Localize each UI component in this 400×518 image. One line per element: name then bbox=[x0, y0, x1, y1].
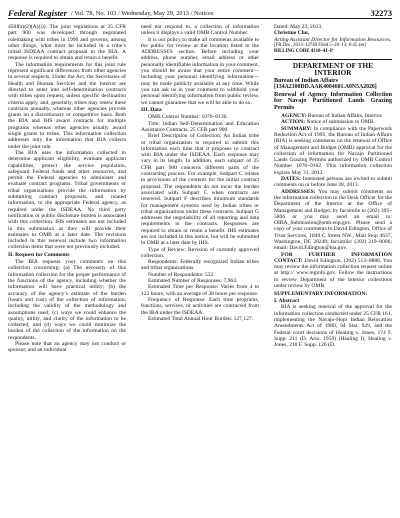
volume-info: / Vol. 78, No. 103 / Wednesday, May 29, 2013 / Notices bbox=[70, 10, 214, 17]
signature-line: BILLING CODE 4310–4J–P bbox=[274, 49, 333, 55]
paragraph: Title: Indian Self-Determination and Education Assistance Contracts, 25 CFR part 900. bbox=[141, 120, 259, 133]
paragraph-text: In compliance with the Paperwork Reduction Act of 1995, the Bureau of Indian Affairs (BIA) is seeking comments on the renewal of Office of Management and Budget (OMB) approval for the collection of information for Navajo Partitioned Lands Grazing Permits authorized by OMB Control Number 1076–0162. This information collection expires May 31, 2013. bbox=[274, 125, 392, 176]
paragraph-label: ACTION: bbox=[281, 119, 306, 126]
notice-paragraph bbox=[274, 126, 392, 176]
paragraph-text: Notice of submission to OMB. bbox=[305, 119, 375, 126]
notice-paragraph bbox=[274, 189, 392, 252]
paragraph-label: I. Abstract bbox=[274, 298, 300, 305]
notice-paragraph bbox=[274, 252, 392, 290]
paragraph-text: Interested persons are invited to submit comments on or before June 28, 2013. bbox=[274, 176, 392, 189]
department-heading: DEPARTMENT OF THE INTERIOR bbox=[274, 59, 392, 76]
paragraph-label: FOR FURTHER INFORMATION CONTACT: bbox=[274, 251, 392, 264]
paragraph-label: SUMMARY: bbox=[281, 125, 312, 132]
column-1 bbox=[8, 24, 126, 514]
signature-block bbox=[274, 24, 392, 55]
paragraph-text: Bureau of Indian Affairs, Interior. bbox=[306, 113, 383, 120]
paragraph: The BIA requests your comments on this collection concerning: (a) The necessity of this information collection for the proper performance of the functions of the agency, including whether the information will have practical utility; (b) the accuracy of the agency’s estimate of the burden (hours and cost) of the collection of information, including the validity of the methodology and assumptions used; (c) ways we could enhance the quality, utility, and clarity of the information to be collected; and (d) ways we could minimize the burden of the collection of the information on the respondents. bbox=[8, 259, 126, 341]
notice-paragraph bbox=[274, 176, 392, 189]
paragraph: Estimated Time per Response: Varies from 4 to 122 hours, with an average of 38 hours per response. bbox=[141, 284, 259, 297]
paragraph: Type of Review: Revision of currently approved collection. bbox=[141, 246, 259, 259]
paragraph: need not respond to, a collection of information unless it displays a valid OMB Control Number. bbox=[141, 24, 259, 37]
paragraph: Estimated Total Annual Hour Burden: 127,127. bbox=[148, 315, 254, 322]
paragraph: Brief Description of Collection: An Indian tribe or tribal organization is required to submit this information each time that it proposes to contract with BIA under the ISDEAA. Each response may vary in its length. In addition, each subpart of 25 CFR part 900 concerns different parts of the contracting process. For example, Subpart C relates to provisions of the contents for the initial contract proposal. The respondents do not incur the burden associated with Subpart C when contracts are renewed. Subpart F describes minimum standards for management systems used by Indian tribes or tribal organizations under these contracts. Subpart G addresses the negotiability of all reporting and data requirements in the contracts. Responses are required to obtain or retain a benefit. IHS estimates are not included in this notice, but will be submitted to OMB at a later date by IHS. bbox=[141, 133, 259, 247]
paragraph-text: BIA is seeking renewal of the approval for the information collection conducted under 25 CFR 161, implementing the Navajo-Hopi Indian Relocation Amendments Act of 1980, 94 Stat. 929, and the Federal court decisions of Healing v. Jones, 174 F. Supp. 211 (D. Ariz. 1959) (Healing I), Healing v. Jones, 210 F. Supp. 126 (D. bbox=[274, 304, 392, 349]
paragraph: The BIA uses the information collected to determine applicant eligibility, evaluate applicant capabilities, protect the service population, safeguard Federal funds and other resources, and permit the Federal agencies to administer and evaluate contract programs. Tribal governments or tribal organizations provide the information by submitting contract proposals, and related information, to the appropriate Federal agency, as required under the ISDEAA. No third party notification or public disclosure burden is associated with this collection. IHS estimates are not included in this submission as they will provide their estimates to OMB at a later date. The revisions included in this renewal include two information collection items that were not previously included. bbox=[8, 149, 126, 251]
paragraph-label: DATES: bbox=[281, 176, 301, 183]
publication-title: Federal Register bbox=[8, 8, 67, 18]
paragraph: Please note that an agency may not conduct or sponsor, and an individual bbox=[8, 341, 126, 354]
agency-heading: Bureau of Indian Affairs bbox=[274, 78, 339, 85]
paragraph: Respondents: Federally recognized Indian tribes and tribal organizations. bbox=[141, 259, 259, 272]
paragraph: OMB Control Number: 1076–0136. bbox=[148, 114, 228, 121]
paragraph-text: David Edington, (202) 513–0886. You may review the information collection request online at http:// www.reginfo.gov. Follow the instructions to review Department of the Interior collections under review by OMB. bbox=[274, 257, 392, 290]
paragraph: Frequency of Response: Each time programs, functions, services, or activities are contracted from the IBA under the ISDEAA. bbox=[141, 296, 259, 316]
paragraph-label: ADDRESSES: bbox=[281, 188, 316, 195]
page-header bbox=[8, 6, 392, 19]
notice-paragraph bbox=[274, 291, 392, 297]
paragraph-label: AGENCY: bbox=[281, 113, 307, 120]
signature-line: [FR Doc. 2013–12740 Filed 5–28–13; 8:45 am] bbox=[274, 42, 366, 48]
section-heading: III. Data bbox=[141, 107, 162, 114]
paragraph: The information requirements for this joint rule represent significant differences from other agencies in several respects. Under the Act, the Secretaries of Health and Human Services and the Interior are directed to enter into self-determination contracts with tribes upon request, unless specific declination criteria apply, and, generally, tribes may renew these contracts annually, whereas other agencies provide grants on a discretionary or competitive basis. Both the BIA and IHS award contracts for multiple programs whereas other agencies usually award single grants to tribes. This information collection addresses only the information that BIA collects under the joint rule. bbox=[8, 61, 126, 150]
notice-title: Renewal of Agency Information Collection for Navajo Partitioned Lands Grazing Permits bbox=[274, 91, 392, 112]
notice-body bbox=[274, 113, 392, 348]
paragraph: Estimated Number of Responses: 7,963. bbox=[148, 278, 238, 285]
signature-line: Christine Chu, bbox=[274, 30, 310, 37]
section-heading: II. Request for Comments bbox=[8, 252, 70, 259]
notice-paragraph bbox=[274, 304, 392, 348]
signature-line: Dated: May 23, 2013. bbox=[274, 24, 323, 30]
paragraph-label: SUPPLEMENTARY INFORMATION: bbox=[274, 290, 368, 297]
page-number: 32273 bbox=[370, 8, 392, 18]
paragraph: 450f(a)(2)(A)(i)). The joint regulations at 25 CFR part 900 was developed through negotiated rulemaking with tribes in 1996 and governs, among other things, what must be included in a tribe’s initial ISDEAA contract proposal to the BIA. A response is required to obtain and retain a benefit. bbox=[8, 24, 126, 62]
paragraph: Number of Respondents: 532. bbox=[148, 271, 215, 278]
column-3 bbox=[274, 24, 392, 514]
paragraph-text: You may submit comments on the information collection to the Desk Officer for the Department of the Interior at the Office of Management and Budget, by facsimile to (202) 395–5806 or you may send an email to: OIRA_Submission@omb.eop.gov. Please send a copy of your comments to David Edington, Office of Trust Services, 1849 C Street NW., Mail Stop 4637, Washington, DC 20240; facsimile: (202) 219–0006; email: David.Edington@bia.gov. bbox=[274, 188, 392, 252]
signature-line: Acting Assistant Director for Information Resources. bbox=[274, 36, 392, 43]
column-2 bbox=[141, 24, 259, 514]
docket-number: [134A2100DD.AAK4004601.A0N5A2026] bbox=[274, 84, 377, 91]
paragraph: It is our policy to make all comments available to the public for review at the location listed in the ADDRESSES section. Before including your address, phone number, email address or other personally identifiable information in your comment, you should be aware that your entire comment—including your personal identifying information—may be made publicly available at any time. While you can ask us in your comment to withhold your personal identifying information from public review, we cannot guarantee that we will be able to do so. bbox=[141, 36, 259, 106]
